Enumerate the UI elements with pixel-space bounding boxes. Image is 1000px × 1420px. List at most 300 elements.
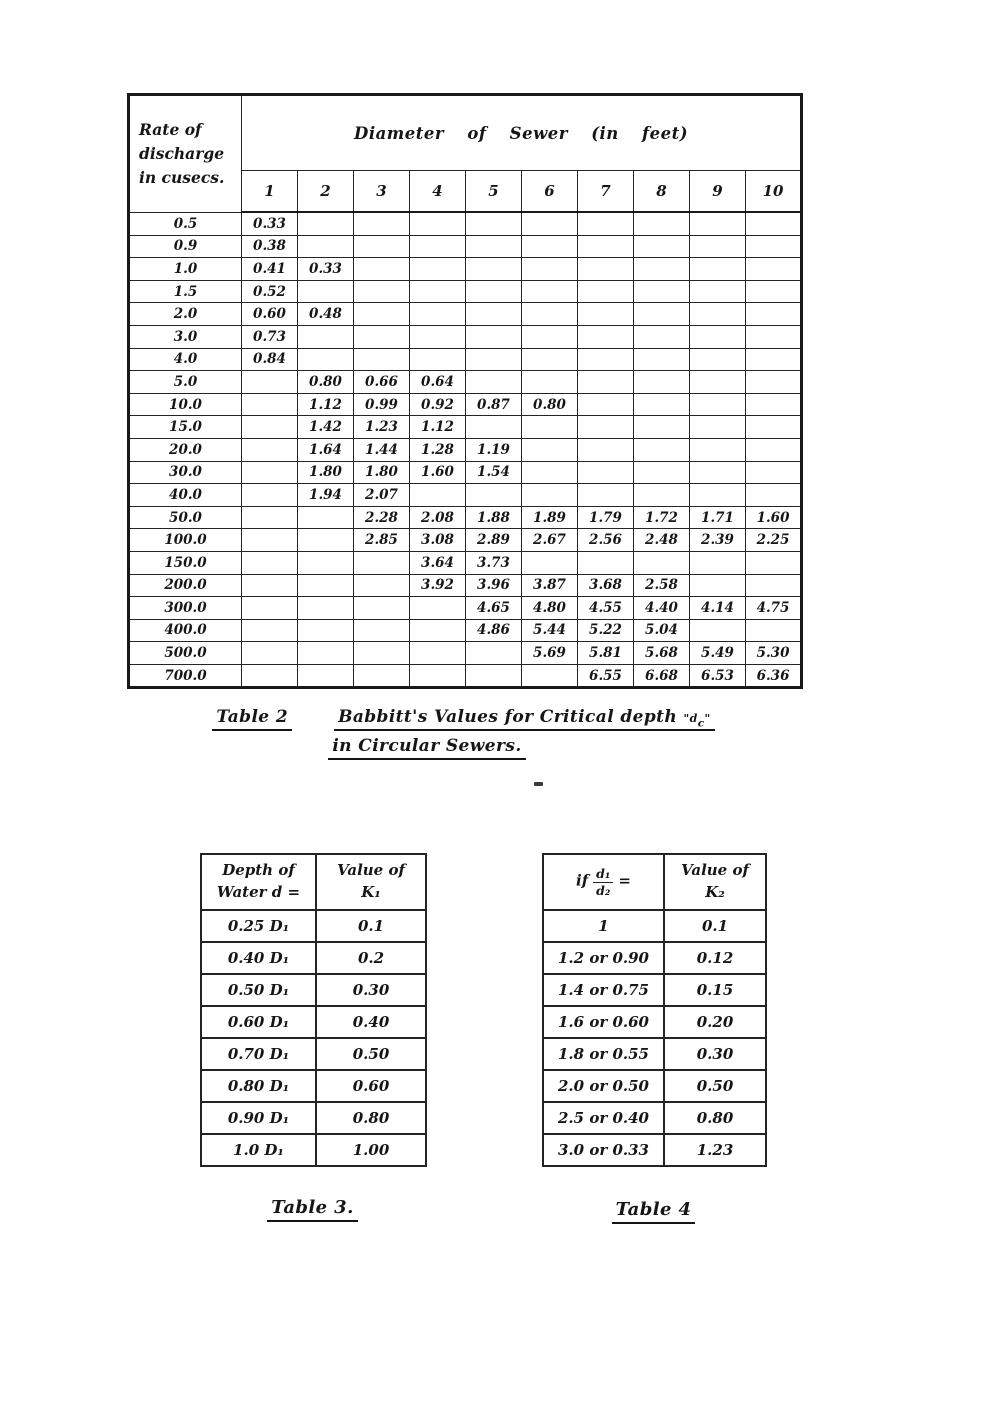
- critical-depth-value: [466, 325, 522, 348]
- critical-depth-value: [466, 235, 522, 258]
- table3-data-row: [201, 1134, 426, 1166]
- critical-depth-value: 0.38: [242, 235, 298, 258]
- table2-caption-line2: [127, 736, 727, 760]
- critical-depth-value: [522, 235, 578, 258]
- table4-data-row: [543, 1134, 766, 1166]
- critical-depth-value: [634, 371, 690, 394]
- critical-depth-value: [522, 348, 578, 371]
- table3-depth-header-line1: Depth of: [222, 861, 295, 880]
- critical-depth-value: [354, 551, 410, 574]
- table3-cell: 0.60 D₁: [201, 1006, 316, 1038]
- critical-depth-value: 4.40: [634, 597, 690, 620]
- table2-data-row: [129, 280, 802, 303]
- critical-depth-value: [466, 280, 522, 303]
- critical-depth-value: [634, 484, 690, 507]
- critical-depth-value: 5.81: [578, 642, 634, 665]
- table2-data-row: [129, 461, 802, 484]
- fraction-numerator: d₁: [593, 867, 613, 882]
- critical-depth-value: [298, 642, 354, 665]
- critical-depth-value: 5.69: [522, 642, 578, 665]
- critical-depth-value: [466, 664, 522, 688]
- critical-depth-value: [522, 484, 578, 507]
- critical-depth-value: [690, 303, 746, 326]
- critical-depth-value: [578, 212, 634, 235]
- critical-depth-value: [634, 212, 690, 235]
- critical-depth-value: [354, 235, 410, 258]
- critical-depth-value: 0.64: [410, 371, 466, 394]
- critical-depth-value: [690, 212, 746, 235]
- critical-depth-value: [578, 348, 634, 371]
- critical-depth-value: [354, 325, 410, 348]
- table2-caption-line2-text: in Circular Sewers.: [328, 736, 525, 760]
- fraction-denominator: d₂: [596, 882, 611, 898]
- critical-depth-value: [634, 235, 690, 258]
- table4-data-row: [543, 942, 766, 974]
- table4-header-row: [543, 854, 766, 910]
- critical-depth-value: [466, 416, 522, 439]
- critical-depth-value: 0.60: [242, 303, 298, 326]
- critical-depth-value: 1.54: [466, 461, 522, 484]
- critical-depth-value: 0.80: [522, 393, 578, 416]
- critical-depth-value: [242, 529, 298, 552]
- critical-depth-value: [634, 348, 690, 371]
- critical-depth-value: [578, 438, 634, 461]
- critical-depth-value: [410, 484, 466, 507]
- critical-depth-value: 2.89: [466, 529, 522, 552]
- table2-data-row: [129, 642, 802, 665]
- critical-depth-value: [354, 642, 410, 665]
- critical-depth-value: 2.48: [634, 529, 690, 552]
- critical-depth-value: 0.87: [466, 393, 522, 416]
- critical-depth-value: [354, 574, 410, 597]
- table4-data-row: [543, 910, 766, 942]
- critical-depth-value: [298, 348, 354, 371]
- table3-cell: 0.2: [316, 942, 426, 974]
- critical-depth-value: [242, 574, 298, 597]
- critical-depth-value: 1.19: [466, 438, 522, 461]
- table3-cell: 0.1: [316, 910, 426, 942]
- table4-data-row: [543, 1102, 766, 1134]
- critical-depth-value: [578, 303, 634, 326]
- critical-depth-value: [410, 258, 466, 281]
- critical-depth-value: [634, 551, 690, 574]
- critical-depth-value: [634, 438, 690, 461]
- discharge-rate-label: 200.0: [129, 574, 242, 597]
- table2-data-row: [129, 348, 802, 371]
- critical-depth-value: [298, 280, 354, 303]
- table4-cell: 0.30: [664, 1038, 766, 1070]
- table2-data-row: [129, 619, 802, 642]
- critical-depth-value: 1.42: [298, 416, 354, 439]
- table4-data-row: [543, 1038, 766, 1070]
- critical-depth-value: [578, 551, 634, 574]
- critical-depth-value: [522, 438, 578, 461]
- critical-depth-value: 6.53: [690, 664, 746, 688]
- critical-depth-value: 5.30: [746, 642, 802, 665]
- table2-data-row: [129, 551, 802, 574]
- dc-symbol-subscript: c: [697, 717, 705, 730]
- critical-depth-value: [578, 325, 634, 348]
- critical-depth-value: 1.79: [578, 506, 634, 529]
- table4-ratio-prefix: if: [576, 872, 589, 890]
- critical-depth-value: [578, 371, 634, 394]
- critical-depth-value: 1.94: [298, 484, 354, 507]
- critical-depth-value: 4.55: [578, 597, 634, 620]
- critical-depth-value: 4.75: [746, 597, 802, 620]
- critical-depth-value: 5.49: [690, 642, 746, 665]
- discharge-rate-label: 30.0: [129, 461, 242, 484]
- table3-header-row: [201, 854, 426, 910]
- table2-data-row: [129, 212, 802, 235]
- critical-depth-value: [578, 258, 634, 281]
- table2-data-row: [129, 597, 802, 620]
- table4-ratio-header: [543, 854, 664, 910]
- critical-depth-value: 4.80: [522, 597, 578, 620]
- critical-depth-value: [746, 438, 802, 461]
- table2-data-row: [129, 484, 802, 507]
- table4-cell: 1.8 or 0.55: [543, 1038, 664, 1070]
- corner-line-2: discharge: [139, 143, 225, 163]
- critical-depth-value: [522, 664, 578, 688]
- critical-depth-value: [354, 597, 410, 620]
- critical-depth-value: [746, 393, 802, 416]
- critical-depth-value: [522, 258, 578, 281]
- table3-cell: 0.40 D₁: [201, 942, 316, 974]
- critical-depth-value: [578, 235, 634, 258]
- diameter-col-header-5: 5: [466, 171, 522, 213]
- critical-depth-value: [242, 371, 298, 394]
- critical-depth-value: 4.14: [690, 597, 746, 620]
- discharge-rate-label: 15.0: [129, 416, 242, 439]
- critical-depth-value: [354, 258, 410, 281]
- table3-caption-text: Table 3.: [267, 1197, 357, 1222]
- critical-depth-value: [298, 506, 354, 529]
- table2-data-row: [129, 235, 802, 258]
- discharge-rate-label: 500.0: [129, 642, 242, 665]
- diameter-col-header-7: 7: [578, 171, 634, 213]
- critical-depth-value: 2.58: [634, 574, 690, 597]
- table3-cell: 0.80 D₁: [201, 1070, 316, 1102]
- critical-depth-value: [298, 619, 354, 642]
- table3-cell: 0.50: [316, 1038, 426, 1070]
- table4-ratio-suffix: =: [618, 872, 631, 890]
- table3-data-row: [201, 1102, 426, 1134]
- table2-caption: [127, 707, 800, 731]
- critical-depth-value: [522, 280, 578, 303]
- critical-depth-value: [746, 619, 802, 642]
- critical-depth-value: 0.84: [242, 348, 298, 371]
- critical-depth-value: 6.36: [746, 664, 802, 688]
- critical-depth-value: 3.08: [410, 529, 466, 552]
- table4-cell: 0.1: [664, 910, 766, 942]
- critical-depth-value: 0.41: [242, 258, 298, 281]
- critical-depth-value: 0.99: [354, 393, 410, 416]
- table2-data-row: [129, 371, 802, 394]
- table3-k1-header: [316, 854, 426, 910]
- critical-depth-value: [410, 212, 466, 235]
- critical-depth-value: 2.67: [522, 529, 578, 552]
- critical-depth-value: [522, 325, 578, 348]
- critical-depth-value: [690, 280, 746, 303]
- critical-depth-value: [690, 438, 746, 461]
- critical-depth-value: [634, 416, 690, 439]
- critical-depth-value: 2.85: [354, 529, 410, 552]
- critical-depth-value: [522, 371, 578, 394]
- critical-depth-value: 1.60: [746, 506, 802, 529]
- table2-data-row: [129, 664, 802, 688]
- critical-depth-value: [354, 303, 410, 326]
- critical-depth-value: [578, 461, 634, 484]
- critical-depth-value: [298, 597, 354, 620]
- critical-depth-value: [410, 303, 466, 326]
- critical-depth-value: [466, 348, 522, 371]
- critical-depth-value: 0.48: [298, 303, 354, 326]
- critical-depth-value: [466, 258, 522, 281]
- critical-depth-value: [746, 371, 802, 394]
- critical-depth-value: [242, 619, 298, 642]
- critical-depth-value: 3.87: [522, 574, 578, 597]
- critical-depth-value: [634, 258, 690, 281]
- critical-depth-value: 0.80: [298, 371, 354, 394]
- table4-cell: 3.0 or 0.33: [543, 1134, 664, 1166]
- critical-depth-value: [690, 325, 746, 348]
- table3-cell: 0.60: [316, 1070, 426, 1102]
- table4-cell: 1.23: [664, 1134, 766, 1166]
- critical-depth-value: [242, 642, 298, 665]
- critical-depth-value: 0.73: [242, 325, 298, 348]
- critical-depth-value: [298, 529, 354, 552]
- table4-caption: [542, 1199, 765, 1224]
- critical-depth-value: [746, 484, 802, 507]
- table3-depth-header: [201, 854, 316, 910]
- critical-depth-value: [354, 619, 410, 642]
- table3-data-row: [201, 1038, 426, 1070]
- critical-depth-value: 1.80: [298, 461, 354, 484]
- critical-depth-value: [522, 212, 578, 235]
- critical-depth-value: [634, 393, 690, 416]
- critical-depth-value: [578, 280, 634, 303]
- table2-caption-label: Table 2: [212, 707, 292, 731]
- critical-depth-value: 5.22: [578, 619, 634, 642]
- table3-data-row: [201, 1070, 426, 1102]
- critical-depth-value: 3.64: [410, 551, 466, 574]
- critical-depth-value: 2.56: [578, 529, 634, 552]
- critical-depth-value: [690, 619, 746, 642]
- table2-data-row: [129, 506, 802, 529]
- critical-depth-value: [578, 416, 634, 439]
- diameter-col-header-9: 9: [690, 171, 746, 213]
- discharge-rate-label: 20.0: [129, 438, 242, 461]
- table4-k2-header: [664, 854, 766, 910]
- table2-caption-title: [334, 707, 715, 731]
- table2-data-row: [129, 574, 802, 597]
- dc-symbol-open: "d: [683, 712, 698, 725]
- discharge-rate-label: 0.9: [129, 235, 242, 258]
- critical-depth-value: 1.60: [410, 461, 466, 484]
- critical-depth-value: [298, 551, 354, 574]
- critical-depth-value: [746, 461, 802, 484]
- critical-depth-value: [242, 416, 298, 439]
- critical-depth-value: [690, 461, 746, 484]
- critical-depth-value: [690, 484, 746, 507]
- critical-depth-value: [354, 664, 410, 688]
- rate-of-discharge-header: [129, 95, 242, 213]
- critical-depth-value: [746, 303, 802, 326]
- diameter-of-sewer-header: Diameter of Sewer (in feet): [242, 95, 802, 171]
- critical-depth-value: [410, 348, 466, 371]
- critical-depth-value: [410, 664, 466, 688]
- table4-caption-text: Table 4: [612, 1199, 696, 1224]
- table3-depth-header-line2: Water d =: [216, 883, 301, 901]
- table2-caption-text: Babbitt's Values for Critical depth: [338, 707, 678, 727]
- table2-data-row: [129, 416, 802, 439]
- critical-depth-value: [634, 461, 690, 484]
- table3-cell: 0.90 D₁: [201, 1102, 316, 1134]
- diameter-col-header-1: 1: [242, 171, 298, 213]
- table2-data-row: [129, 303, 802, 326]
- critical-depth-value: [242, 438, 298, 461]
- critical-depth-value: 1.23: [354, 416, 410, 439]
- table3-k1-values: [200, 853, 427, 1167]
- table4-cell: 2.0 or 0.50: [543, 1070, 664, 1102]
- critical-depth-value: 1.12: [298, 393, 354, 416]
- diameter-col-header-10: 10: [746, 171, 802, 213]
- critical-depth-value: [242, 597, 298, 620]
- critical-depth-value: [242, 461, 298, 484]
- critical-depth-value: [690, 348, 746, 371]
- d1-over-d2-fraction: [593, 867, 613, 896]
- discharge-rate-label: 10.0: [129, 393, 242, 416]
- critical-depth-value: [746, 416, 802, 439]
- critical-depth-value: [690, 371, 746, 394]
- table4-cell: 0.50: [664, 1070, 766, 1102]
- table2-data-row: [129, 258, 802, 281]
- critical-depth-value: 4.65: [466, 597, 522, 620]
- critical-depth-value: [578, 393, 634, 416]
- critical-depth-value: [634, 303, 690, 326]
- discharge-rate-label: 0.5: [129, 212, 242, 235]
- discharge-rate-label: 100.0: [129, 529, 242, 552]
- critical-depth-value: [466, 371, 522, 394]
- discharge-rate-label: 50.0: [129, 506, 242, 529]
- critical-depth-value: [746, 258, 802, 281]
- corner-line-1: Rate of: [139, 119, 202, 139]
- critical-depth-value: [746, 551, 802, 574]
- diameter-col-header-3: 3: [354, 171, 410, 213]
- discharge-rate-label: 400.0: [129, 619, 242, 642]
- table3-cell: 0.40: [316, 1006, 426, 1038]
- table3-cell: 0.25 D₁: [201, 910, 316, 942]
- critical-depth-value: [690, 551, 746, 574]
- critical-depth-value: [522, 461, 578, 484]
- table4-cell: 0.15: [664, 974, 766, 1006]
- critical-depth-value: [354, 212, 410, 235]
- critical-depth-value: 1.88: [466, 506, 522, 529]
- critical-depth-value: 2.07: [354, 484, 410, 507]
- critical-depth-value: [298, 325, 354, 348]
- table4-data-row: [543, 1070, 766, 1102]
- table4-cell: 0.80: [664, 1102, 766, 1134]
- critical-depth-value: [298, 664, 354, 688]
- critical-depth-value: [466, 303, 522, 326]
- critical-depth-value: [522, 303, 578, 326]
- critical-depth-value: [746, 325, 802, 348]
- critical-depth-value: 1.72: [634, 506, 690, 529]
- discharge-rate-label: 40.0: [129, 484, 242, 507]
- corner-line-3: in cusecs.: [139, 167, 225, 187]
- critical-depth-value: 3.92: [410, 574, 466, 597]
- discharge-rate-label: 5.0: [129, 371, 242, 394]
- table4-cell: 1.6 or 0.60: [543, 1006, 664, 1038]
- critical-depth-value: 5.44: [522, 619, 578, 642]
- critical-depth-value: [466, 212, 522, 235]
- table2-critical-depth: [127, 93, 803, 689]
- discharge-rate-label: 3.0: [129, 325, 242, 348]
- diameter-col-header-6: 6: [522, 171, 578, 213]
- critical-depth-value: [410, 325, 466, 348]
- critical-depth-value: [354, 280, 410, 303]
- critical-depth-value: [746, 212, 802, 235]
- discharge-rate-label: 700.0: [129, 664, 242, 688]
- table3-cell: 1.0 D₁: [201, 1134, 316, 1166]
- table4-data-row: [543, 974, 766, 1006]
- critical-depth-value: 0.33: [298, 258, 354, 281]
- table3-cell: 0.70 D₁: [201, 1038, 316, 1070]
- discharge-rate-label: 150.0: [129, 551, 242, 574]
- table3-k1-header-line2: K₁: [361, 883, 381, 901]
- critical-depth-value: 2.28: [354, 506, 410, 529]
- critical-depth-value: [690, 416, 746, 439]
- critical-depth-value: [242, 551, 298, 574]
- critical-depth-value: 1.89: [522, 506, 578, 529]
- critical-depth-value: [634, 325, 690, 348]
- critical-depth-value: [242, 484, 298, 507]
- table4-k2-header-line2: K₂: [705, 883, 725, 901]
- table4-cell: 0.20: [664, 1006, 766, 1038]
- critical-depth-value: [690, 258, 746, 281]
- critical-depth-value: 1.44: [354, 438, 410, 461]
- discharge-rate-label: 2.0: [129, 303, 242, 326]
- table2-data-row: [129, 325, 802, 348]
- table4-k2-values: [542, 853, 767, 1167]
- critical-depth-value: [298, 574, 354, 597]
- critical-depth-value: [578, 484, 634, 507]
- critical-depth-value: 4.86: [466, 619, 522, 642]
- critical-depth-value: 3.96: [466, 574, 522, 597]
- critical-depth-value: [410, 619, 466, 642]
- critical-depth-value: 2.39: [690, 529, 746, 552]
- critical-depth-value: [242, 664, 298, 688]
- critical-depth-value: [410, 642, 466, 665]
- table4-k2-header-line1: Value of: [681, 861, 749, 880]
- table4-cell: 2.5 or 0.40: [543, 1102, 664, 1134]
- critical-depth-value: 1.12: [410, 416, 466, 439]
- critical-depth-value: [746, 574, 802, 597]
- dc-symbol-close: ": [704, 712, 711, 725]
- critical-depth-value: [410, 235, 466, 258]
- stray-ink-mark: [534, 782, 543, 786]
- table3-data-row: [201, 1006, 426, 1038]
- critical-depth-value: 1.80: [354, 461, 410, 484]
- critical-depth-value: [242, 393, 298, 416]
- critical-depth-value: [242, 506, 298, 529]
- table3-data-row: [201, 974, 426, 1006]
- critical-depth-value: [354, 348, 410, 371]
- critical-depth-value: [522, 416, 578, 439]
- discharge-rate-label: 300.0: [129, 597, 242, 620]
- critical-depth-value: 1.28: [410, 438, 466, 461]
- critical-depth-value: [410, 597, 466, 620]
